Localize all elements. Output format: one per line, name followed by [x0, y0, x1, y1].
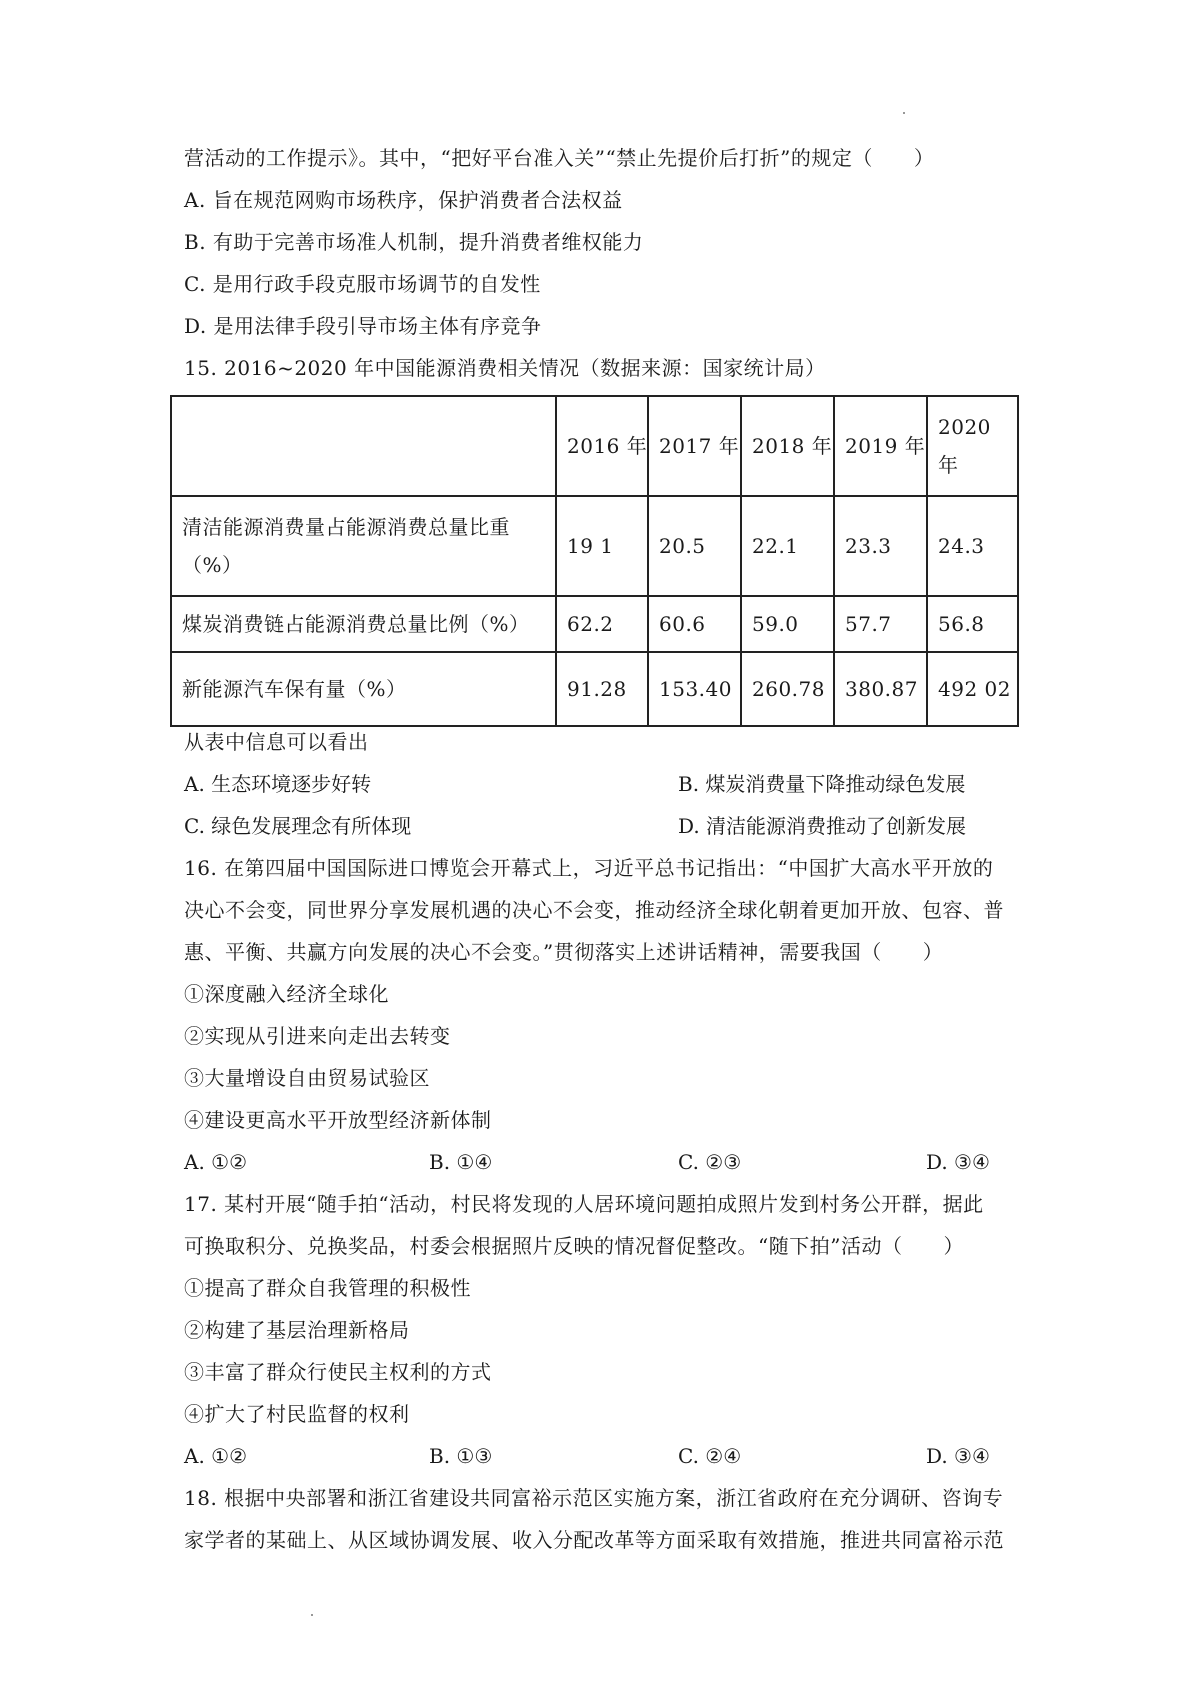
q17-choice-b: B. ①③: [429, 1444, 493, 1468]
table-cell: 57.7: [834, 596, 927, 652]
table-cell: 492 02: [927, 652, 1018, 726]
q15-option-c: C. 绿色发展理念有所体现: [184, 814, 412, 838]
table-header-cell: 2020 年: [927, 396, 1018, 496]
table-cell: 60.6: [648, 596, 741, 652]
q17-choice-c: C. ②④: [678, 1444, 742, 1468]
q17-stem-line-1: 17. 某村开展“随手拍“活动，村民将发现的人居环境问题拍成照片发到村务公开群，据此: [184, 1192, 984, 1216]
q16-item-1: ①深度融入经济全球化: [184, 982, 389, 1006]
table-cell: 56.8: [927, 596, 1018, 652]
row-label: 新能源汽车保有量（%）: [171, 652, 556, 726]
table-cell: 20.5: [648, 496, 741, 596]
table-cell: 22.1: [741, 496, 834, 596]
q16-choice-a: A. ①②: [184, 1150, 248, 1174]
q17-stem-line-2: 可换取积分、兑换奖品，村委会根据照片反映的情况督促整改。“随下拍”活动（ ）: [184, 1234, 964, 1258]
q16-choice-d: D. ③④: [926, 1150, 990, 1174]
q16-choice-c: C. ②③: [678, 1150, 742, 1174]
q16-item-4: ④建设更高水平开放型经济新体制: [184, 1108, 492, 1132]
q16-item-2: ②实现从引进来向走出去转变: [184, 1024, 451, 1048]
q14-option-d: D. 是用法律手段引导市场主体有序竞争: [184, 314, 542, 338]
table-cell: 19 1: [556, 496, 648, 596]
table-header-cell: 2016 年: [556, 396, 648, 496]
q16-choice-b: B. ①④: [429, 1150, 493, 1174]
table-header-cell: 2017 年: [648, 396, 741, 496]
q16-stem-line-3: 惠、平衡、共赢方向发展的决心不会变。”贯彻落实上述讲话精神，需要我国（ ）: [184, 940, 944, 964]
q17-item-4: ④扩大了村民监督的权利: [184, 1402, 410, 1426]
table-cell: 91.28: [556, 652, 648, 726]
q15-title: 15. 2016~2020 年中国能源消费相关情况（数据来源：国家统计局）: [184, 356, 826, 380]
q14-stem: 营活动的工作提示》。其中，“把好平台准入关”“禁止先提价后打折”的规定（ ）: [184, 146, 935, 170]
table-cell: 59.0: [741, 596, 834, 652]
table-cell: 260.78: [741, 652, 834, 726]
q14-option-a: A. 旨在规范网购市场秩序，保护消费者合法权益: [184, 188, 623, 212]
q17-choice-d: D. ③④: [926, 1444, 990, 1468]
table-cell: 380.87: [834, 652, 927, 726]
table-header-cell: 2019 年: [834, 396, 927, 496]
table-header-cell: [171, 396, 556, 496]
row-label: 清洁能源消费量占能源消费总量比重（%）: [171, 496, 556, 596]
q15-prompt: 从表中信息可以看出: [184, 730, 369, 754]
table-cell: 23.3: [834, 496, 927, 596]
table-row: [171, 652, 1018, 726]
q14-option-c: C. 是用行政手段克服市场调节的自发性: [184, 272, 541, 296]
table-header-cell: 2018 年: [741, 396, 834, 496]
table-header-row: [171, 396, 1018, 496]
row-label: 煤炭消费链占能源消费总量比例（%）: [171, 596, 556, 652]
q17-choice-a: A. ①②: [184, 1444, 248, 1468]
q18-stem-line-2: 家学者的某础上、从区域协调发展、收入分配改革等方面采取有效措施，推进共同富裕示范: [184, 1528, 1004, 1552]
q15-option-a: A. 生态环境逐步好转: [184, 772, 372, 796]
table-cell: 62.2: [556, 596, 648, 652]
scan-speck: [903, 112, 905, 114]
table-row: [171, 596, 1018, 652]
q14-option-b: B. 有助于完善市场准人机制，提升消费者维权能力: [184, 230, 644, 254]
q16-item-3: ③大量增设自由贸易试验区: [184, 1066, 430, 1090]
table-cell: 153.40: [648, 652, 741, 726]
q16-stem-line-2: 决心不会变，同世界分享发展机遇的决心不会变，推动经济全球化朝着更加开放、包容、普: [184, 898, 1004, 922]
q16-stem-line-1: 16. 在第四届中国国际进口博览会开幕式上，习近平总书记指出：“中国扩大高水平开放的: [184, 856, 994, 880]
table-row: [171, 496, 1018, 596]
energy-table: [170, 395, 1019, 727]
q15-option-d: D. 清洁能源消费推动了创新发展: [678, 814, 967, 838]
scan-speck: [311, 1614, 313, 1616]
q15-option-b: B. 煤炭消费量下降推动绿色发展: [678, 772, 966, 796]
q18-stem-line-1: 18. 根据中央部署和浙江省建设共同富裕示范区实施方案，浙江省政府在充分调研、咨询专: [184, 1486, 1004, 1510]
table-cell: 24.3: [927, 496, 1018, 596]
q17-item-2: ②构建了基层治理新格局: [184, 1318, 410, 1342]
q17-item-1: ①提高了群众自我管理的积极性: [184, 1276, 471, 1300]
q17-item-3: ③丰富了群众行使民主权利的方式: [184, 1360, 492, 1384]
